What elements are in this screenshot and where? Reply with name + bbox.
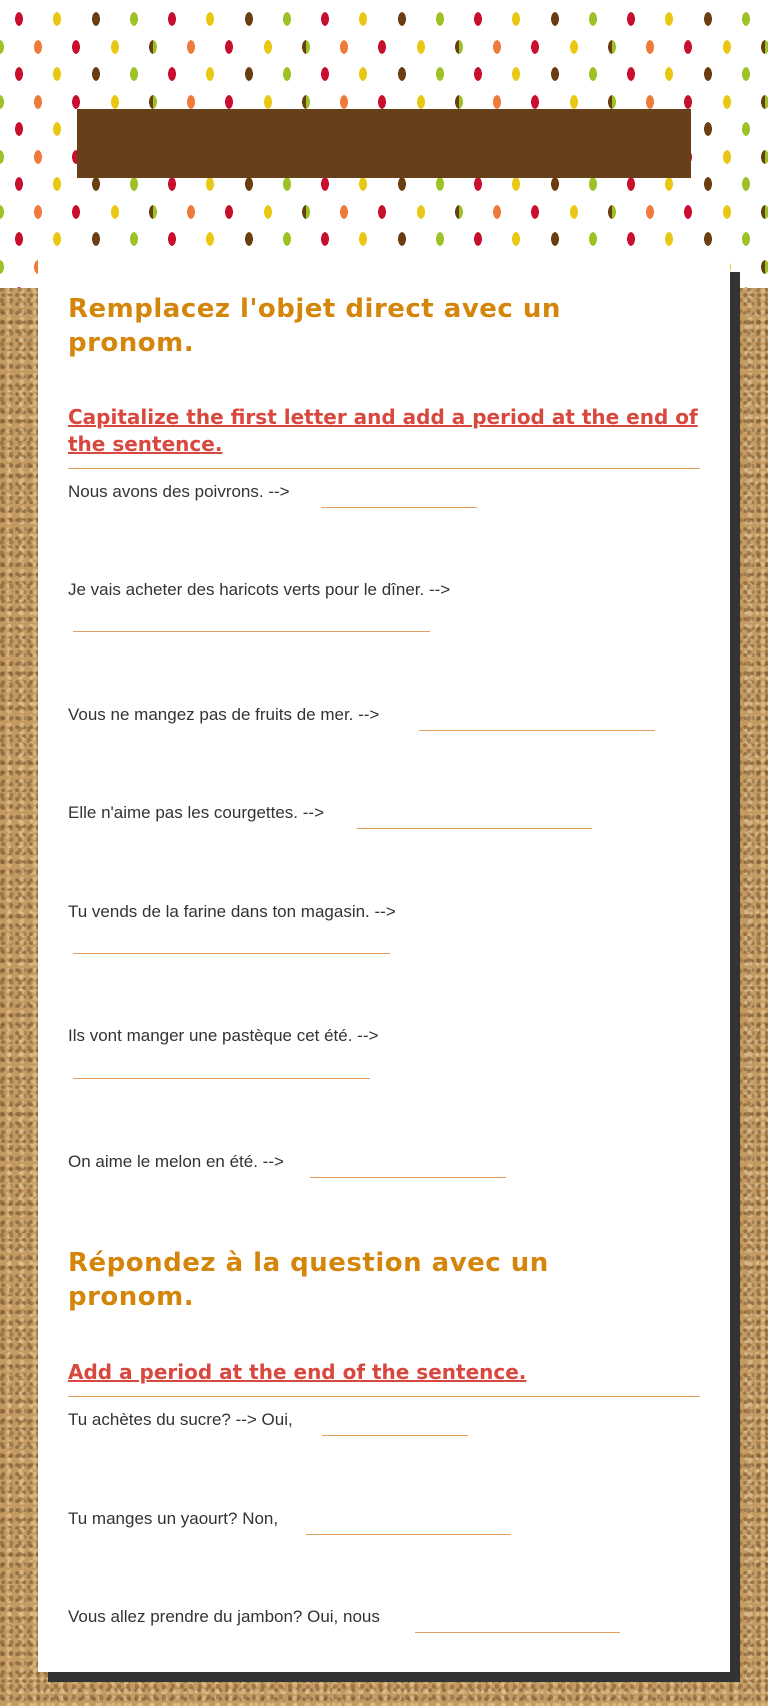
question-7: On aime le melon en été. --> — [68, 1152, 284, 1171]
title-banner — [77, 109, 691, 178]
answer-input-3[interactable] — [419, 708, 655, 731]
answer-input-2[interactable] — [73, 609, 430, 632]
question-1: Nous avons des poivrons. --> — [68, 482, 290, 501]
answer-input-9[interactable] — [306, 1512, 511, 1535]
answer-input-5[interactable] — [73, 931, 390, 954]
question-9: Tu manges un yaourt? Non, — [68, 1509, 279, 1528]
answer-input-7[interactable] — [310, 1155, 506, 1178]
section2-instruction: Add a period at the end of the sentence. — [68, 1360, 527, 1384]
answer-input-6[interactable] — [73, 1056, 370, 1079]
worksheet-card — [38, 259, 730, 1672]
question-3: Vous ne mangez pas de fruits de mer. --> — [68, 705, 380, 724]
divider — [68, 468, 700, 469]
question-5: Tu vends de la farine dans ton magasin. --> — [68, 902, 396, 921]
question-4: Elle n'aime pas les courgettes. --> — [68, 803, 325, 822]
answer-input-8[interactable] — [322, 1413, 468, 1436]
question-6: Ils vont manger une pastèque cet été. --> — [68, 1026, 379, 1045]
answer-input-4[interactable] — [357, 806, 592, 829]
divider — [68, 1396, 700, 1397]
question-2: Je vais acheter des haricots verts pour le dîner. --> — [68, 580, 451, 599]
section1-title: Remplacez l'objet direct avec un pronom. — [68, 294, 561, 358]
answer-input-10[interactable] — [415, 1610, 620, 1633]
answer-input-1[interactable] — [321, 485, 477, 508]
section2-title: Répondez à la question avec un pronom. — [68, 1248, 549, 1312]
section1-instruction: Capitalize the first letter and add a period at the end of the sentence. — [68, 405, 698, 456]
question-10: Vous allez prendre du jambon? Oui, nous — [68, 1607, 380, 1626]
question-8: Tu achètes du sucre? --> Oui, — [68, 1410, 293, 1429]
